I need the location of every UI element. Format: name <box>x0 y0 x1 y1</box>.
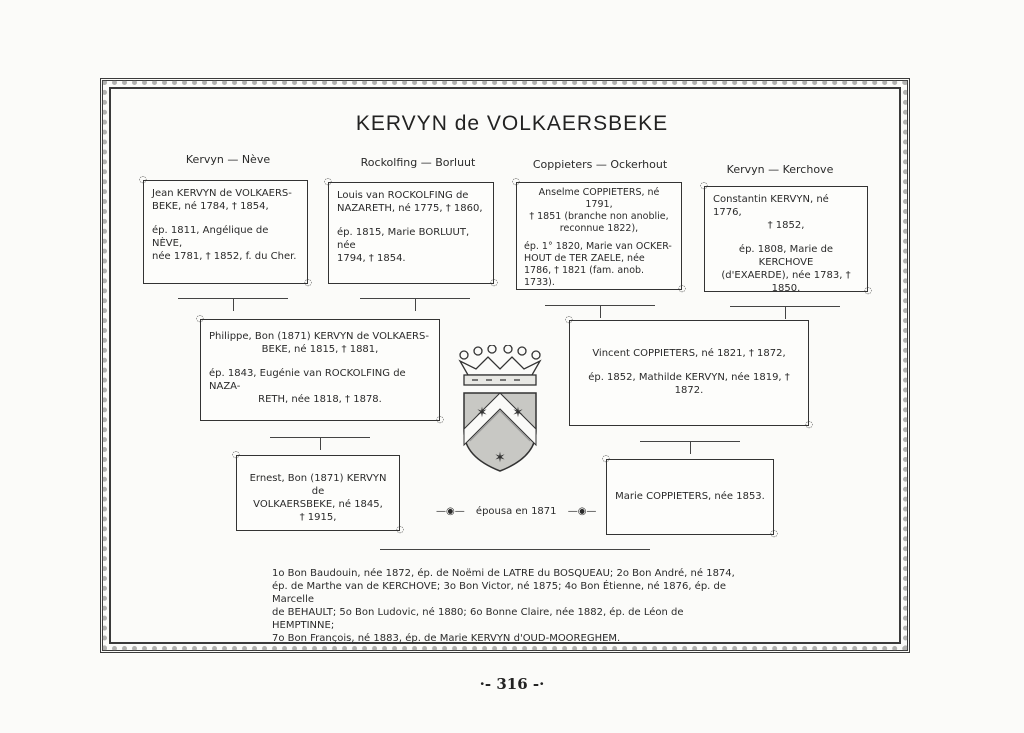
children-list <box>272 567 742 645</box>
column-heading-3: Coppieters — Ockerhout <box>532 158 668 171</box>
spouse-line: ép. 1852, Mathilde KERVYN, née 1819, † 1872. <box>588 372 790 396</box>
connector-bracket <box>270 437 370 448</box>
children-line: 7o Bon François, né 1883, ép. de Marie KERVYN d'OUD-MOOREGHEM. <box>272 633 621 644</box>
column-heading-2: Rockolfing — Borluut <box>360 156 476 169</box>
crown-icon <box>460 345 540 385</box>
children-line: ép. de Marthe van de KERCHOVE; 3o Bon Victor, né 1875; 4o Bon Étienne, né 1876, ép. de Marcelle <box>272 581 727 605</box>
arrow-left-icon: —◉— <box>436 506 465 517</box>
svg-text:✶: ✶ <box>476 405 488 421</box>
spouse-line: ép. 1811, Angélique de NÈVE, <box>152 225 269 249</box>
person-line: ◌ Ernest, Bon (1871) KERVYN de <box>249 473 387 497</box>
page-title: KERVYN de VOLKAERSBEKE <box>355 112 669 135</box>
spouse-line: ép. 1843, Eugénie van ROCKOLFING de NAZA- <box>209 368 406 392</box>
spouse-line: HOUT de TER ZAELE, née <box>524 253 645 264</box>
ancestor-box-kervyn-kerchove <box>704 186 868 292</box>
shield-icon <box>464 393 536 471</box>
page-number: ·- 316 -· <box>479 675 545 693</box>
person-line: ◌ Anselme COPPIETERS, né 1791, <box>538 187 660 210</box>
connector-bracket <box>178 298 288 309</box>
child-box-marie-coppieters <box>606 459 774 535</box>
person-line: NAZARETH, né 1775, † 1860, <box>337 203 483 214</box>
spouse-line: ép. 1° 1820, Marie van OCKER- <box>524 241 672 252</box>
person-line: † 1851 (branche non anoblie, <box>529 211 669 222</box>
children-line: 1o Bon Baudouin, née 1872, ép. de Noëmi de LATRE du BOSQUEAU; 2o Bon André, né 1874, <box>272 568 735 579</box>
coat-of-arms-icon <box>450 345 550 475</box>
spouse-line: née 1781, † 1852, f. du Cher. <box>152 251 297 262</box>
ancestor-box-rockolfing-borluut <box>328 182 494 284</box>
spouse-line: RETH, née 1818, † 1878. <box>258 394 382 405</box>
person-line: ◌ Marie COPPIETERS, née 1853. <box>615 491 765 502</box>
child-box-ernest-kervyn <box>236 455 400 531</box>
svg-text:✶: ✶ <box>512 405 524 421</box>
svg-text:✶: ✶ <box>494 450 506 466</box>
connector-bracket <box>360 298 470 309</box>
person-line: † 1915, <box>299 512 337 523</box>
connector-bracket <box>640 441 740 452</box>
ancestor-box-kervyn-neve <box>143 180 308 284</box>
person-line: ◌ Louis van ROCKOLFING de <box>337 190 469 201</box>
person-line: BEKE, né 1815, † 1881, <box>261 344 379 355</box>
column-heading-1: Kervyn — Nève <box>185 153 271 166</box>
person-line: † 1852, <box>767 220 805 231</box>
children-line: de BEHAULT; 5o Bon Ludovic, né 1880; 6o Bonne Claire, née 1882, ép. de Léon de HEMPTINNE; <box>272 607 684 631</box>
person-line: ◌ Vincent COPPIETERS, né 1821, † 1872, <box>592 348 786 359</box>
page-number-value: 316 <box>496 675 528 693</box>
connector-bracket <box>545 305 655 316</box>
person-line: ◌ Philippe, Bon (1871) KERVYN de VOLKAERS- <box>209 331 429 342</box>
person-line: reconnue 1822), <box>559 223 639 234</box>
spouse-line: 1794, † 1854. <box>337 253 406 264</box>
marriage-connector <box>436 506 596 517</box>
parent-box-vincent-coppieters <box>569 320 809 426</box>
column-heading-4: Kervyn — Kerchove <box>726 163 834 176</box>
spouse-line: ép. 1815, Marie BORLUUT, née <box>337 227 470 251</box>
divider <box>380 549 650 550</box>
connector-bracket <box>730 306 840 317</box>
person-line: ◌ Constantin KERVYN, né 1776, <box>713 194 829 218</box>
marriage-label: épousa en 1871 <box>475 506 557 517</box>
ancestor-box-coppieters-ockerhout <box>516 182 682 290</box>
person-line: VOLKAERSBEKE, né 1845, <box>253 499 383 510</box>
spouse-line: 1786, † 1821 (fam. anob. 1733). <box>524 265 645 288</box>
arrow-right-icon: —◉— <box>567 506 597 517</box>
spouse-line: ép. 1808, Marie de KERCHOVE <box>738 244 834 268</box>
spouse-line: (d'EXAERDE), née 1783, † 1850. <box>721 270 851 294</box>
person-line: BEKE, né 1784, † 1854, <box>152 201 269 212</box>
parent-box-philippe-kervyn <box>200 319 440 421</box>
person-line: ◌ Jean KERVYN de VOLKAERS- <box>152 188 292 199</box>
